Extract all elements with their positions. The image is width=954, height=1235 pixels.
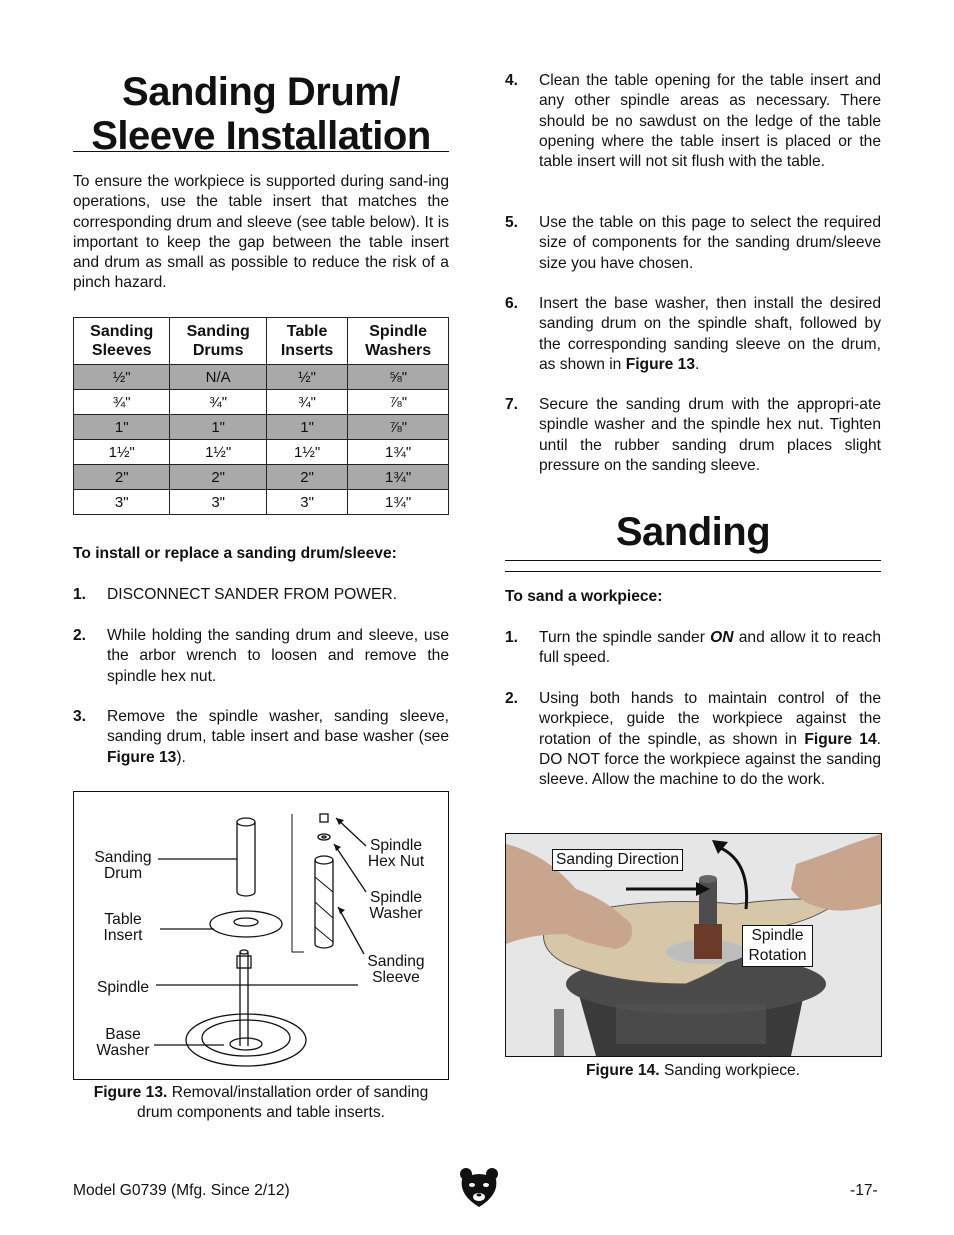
install-step-4: 4. Clean the table opening for the table insert and any other spindle areas as necessary. There should be no sawdust on the ledge of the table opening where the table insert is placed or the table insert will not sit flush with the table. xyxy=(505,72,881,171)
table-cell: 1" xyxy=(74,415,170,440)
section-title-sanding: Sanding xyxy=(615,510,771,554)
install-step-1: 1. DISCONNECT SANDER FROM POWER. xyxy=(73,586,397,603)
table-cell: 1½" xyxy=(74,440,170,465)
table-cell: ¾" xyxy=(170,390,266,415)
title-line-1: Sanding Drum/ xyxy=(122,70,400,114)
figure-13-diagram xyxy=(73,791,449,1080)
table-row xyxy=(74,365,449,390)
table-cell: 3" xyxy=(74,490,170,515)
table-cell: 1¾" xyxy=(348,440,449,465)
label-sanding-sleeve: Sanding Sleeve xyxy=(367,953,425,986)
table-cell: ¾" xyxy=(266,390,347,415)
install-heading: To install or replace a sanding drum/sleeve: xyxy=(73,545,397,562)
install-step-2: 2. While holding the sanding drum and sleeve, use the arbor wrench to loosen and remove the spindle hex nut. xyxy=(73,627,449,685)
header-table-inserts: Table Inserts xyxy=(266,318,347,365)
table-row xyxy=(74,390,449,415)
header-spindle-washers: Spindle Washers xyxy=(348,318,449,365)
install-step-7: 7. Secure the sanding drum with the appropri-ate spindle washer and the spindle hex nut. Tighten until the rubber sanding drum places slight pressure on the sanding sleeve. xyxy=(505,396,881,474)
figure-14-reference: Figure 14 xyxy=(804,730,877,748)
footer-page-number: -17- xyxy=(850,1182,878,1199)
table-row xyxy=(74,440,449,465)
table-row xyxy=(74,490,449,515)
label-base-washer: Base Washer xyxy=(96,1026,150,1059)
table-cell: ⅞" xyxy=(348,390,449,415)
component-size-table xyxy=(73,317,449,515)
table-cell: N/A xyxy=(170,365,266,390)
table-cell: 3" xyxy=(170,490,266,515)
table-cell: ½" xyxy=(74,365,170,390)
table-cell: ⅝" xyxy=(348,365,449,390)
table-cell: 2" xyxy=(266,465,347,490)
table-header-row xyxy=(74,318,449,365)
label-sanding-drum: Sanding Drum xyxy=(94,849,152,882)
sand-heading: To sand a workpiece: xyxy=(505,588,663,605)
table-cell: ¾" xyxy=(74,390,170,415)
table-cell: 2" xyxy=(74,465,170,490)
table-cell: ⅞" xyxy=(348,415,449,440)
label-spindle-hex-nut: Spindle Hex Nut xyxy=(367,837,425,870)
header-sanding-sleeves: Sanding Sleeves xyxy=(74,318,170,365)
table-cell: ½" xyxy=(266,365,347,390)
sanding-title-rule-2 xyxy=(505,571,881,572)
table-cell: 3" xyxy=(266,490,347,515)
figure-13-reference: Figure 13 xyxy=(107,748,177,766)
intro-paragraph: To ensure the workpiece is supported during sand-ing operations, use the table insert that matches the corresponding drum and sleeve (see table below). It is important to keep the gap between the table insert and drum as small as possible to reduce the risk of a pinch hazard. xyxy=(73,173,449,292)
label-spindle-rotation: Spindle Rotation xyxy=(742,925,813,967)
table-cell: 1½" xyxy=(266,440,347,465)
table-cell: 1¾" xyxy=(348,465,449,490)
header-sanding-drums: Sanding Drums xyxy=(170,318,266,365)
install-step-6: 6. Insert the base washer, then install the desired sanding drum on the spindle shaft, followed by the corresponding sanding sleeve on the drum, as shown in Figure 13. xyxy=(505,295,881,373)
sand-step-1: 1. Turn the spindle sander ON and allow it to reach full speed. xyxy=(505,629,881,667)
sanding-title-rule-1 xyxy=(505,560,881,561)
figure-13-caption: Figure 13. Removal/installation order of sanding drum components and table inserts. xyxy=(93,1084,429,1122)
figure-14-caption: Figure 14. Sanding workpiece. xyxy=(585,1062,801,1079)
table-row xyxy=(74,415,449,440)
bear-logo-icon xyxy=(457,1165,501,1209)
title-rule xyxy=(73,151,449,152)
label-spindle-washer: Spindle Washer xyxy=(369,889,423,922)
label-table-insert: Table Insert xyxy=(103,911,143,944)
table-cell: 1" xyxy=(170,415,266,440)
install-step-5: 5. Use the table on this page to select the required size of components for the sanding drum/sleeve size you have chosen. xyxy=(505,214,881,272)
figure-14-photo xyxy=(505,833,882,1057)
title-line-2: Sleeve Installation xyxy=(91,114,431,158)
table-cell: 2" xyxy=(170,465,266,490)
section-title-installation xyxy=(73,70,449,158)
sand-step-2: 2. Using both hands to maintain control of the workpiece, guide the workpiece against the rotation of the spindle, as shown in Figure 14. DO NOT force the workpiece against the sanding sleeve. Allow the machine to do the work. xyxy=(505,690,881,789)
table-cell: 1½" xyxy=(170,440,266,465)
table-cell: 1¾" xyxy=(348,490,449,515)
label-sanding-direction: Sanding Direction xyxy=(552,849,683,871)
install-step-3: 3. Remove the spindle washer, sanding sleeve, sanding drum, table insert and base washer (see Figure 13). xyxy=(73,708,449,766)
figure-13-reference: Figure 13 xyxy=(625,355,696,373)
table-cell: 1" xyxy=(266,415,347,440)
table-row xyxy=(74,465,449,490)
footer-model: Model G0739 (Mfg. Since 2/12) xyxy=(73,1182,290,1199)
label-spindle: Spindle xyxy=(96,979,150,996)
on-emphasis: ON xyxy=(710,629,734,646)
